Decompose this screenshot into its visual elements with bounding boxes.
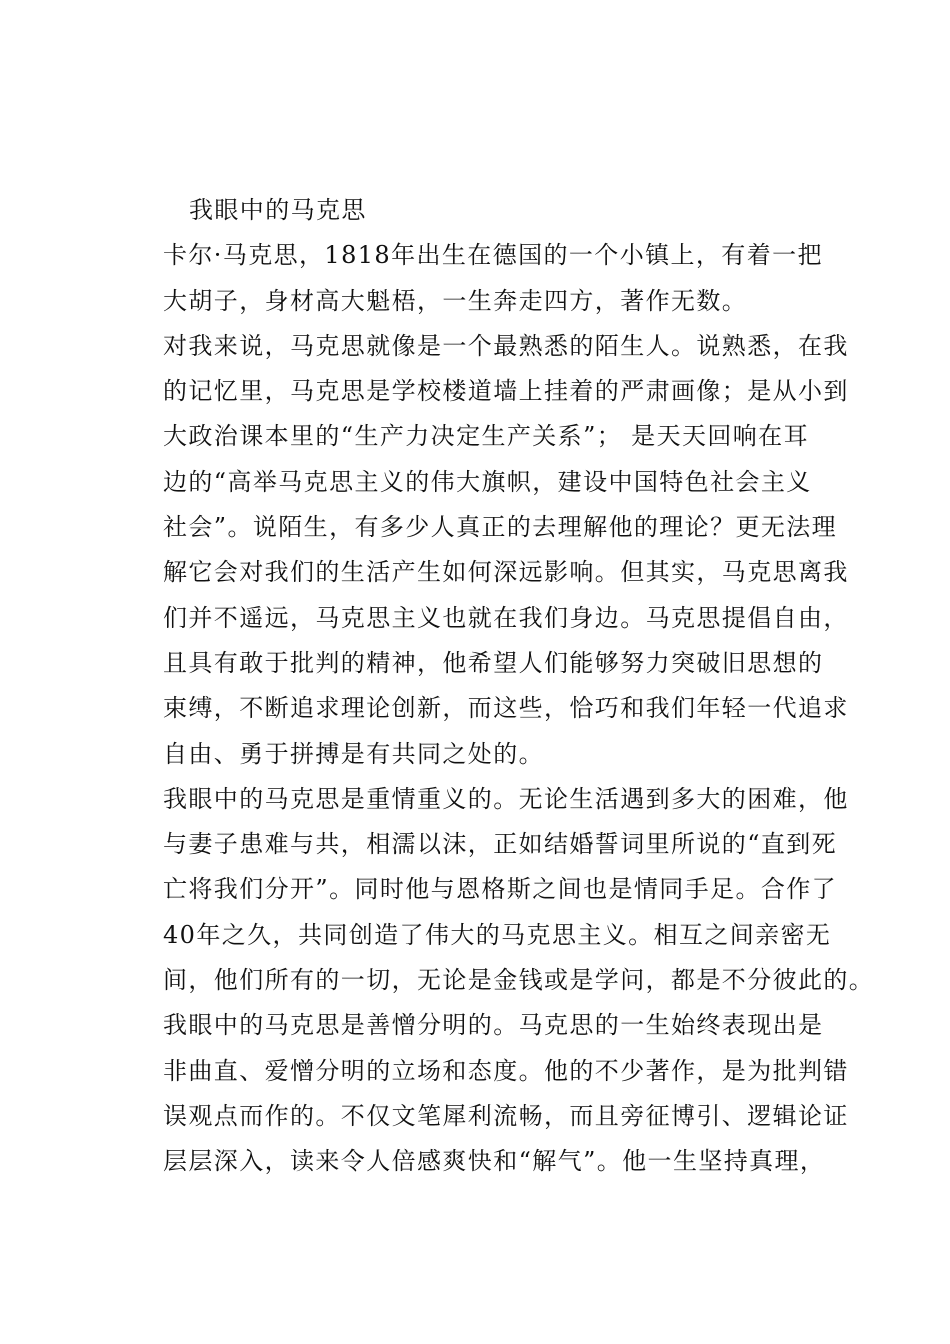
text-line: 解它会对我们的生活产生如何深远影响。但其实，马克思离我 bbox=[163, 558, 849, 587]
text-line: 40年之久，共同创造了伟大的马克思主义。相互之间亲密无 bbox=[163, 920, 832, 949]
text-line: 我眼中的马克思是重情重义的。无论生活遇到多大的困难，他 bbox=[163, 784, 849, 813]
paragraph-loyalty bbox=[163, 777, 875, 1003]
text-line: 大政治课本里的“生产力决定生产关系”； 是天天回响在耳 bbox=[163, 422, 809, 451]
text-line: 且具有敢于批判的精神，他希望人们能够努力突破旧思想的 bbox=[163, 648, 824, 677]
paragraph-intro bbox=[163, 233, 843, 324]
document-title: 我眼中的马克思 bbox=[189, 196, 367, 224]
text-line: 亡将我们分开”。同时他与恩格斯之间也是情同手足。合作了 bbox=[163, 875, 838, 904]
text-line: 社会”。说陌生，有多少人真正的去理解他的理论？更无法理 bbox=[163, 513, 838, 542]
text-line: 的记忆里，马克思是学校楼道墙上挂着的严肃画像；是从小到 bbox=[163, 377, 849, 406]
text-line: 非曲直、爱憎分明的立场和态度。他的不少著作，是为批判错 bbox=[163, 1056, 849, 1085]
text-line: 大胡子，身材高大魁梧，一生奔走四方，著作无数。 bbox=[163, 286, 748, 315]
text-line: 们并不遥远，马克思主义也就在我们身边。马克思提倡自由， bbox=[163, 603, 849, 632]
text-line: 与妻子患难与共，相濡以沫，正如结婚誓词里所说的“直到死 bbox=[163, 830, 838, 859]
text-line: 束缚，不断追求理论创新，而这些，恰巧和我们年轻一代追求 bbox=[163, 694, 849, 723]
text-line: 自由、勇于拼搏是有共同之处的。 bbox=[163, 739, 544, 768]
text-line: 层层深入，读来令人倍感爽快和“解气”。他一生坚持真理， bbox=[163, 1147, 826, 1176]
text-line: 对我来说，马克思就像是一个最熟悉的陌生人。说熟悉，在我 bbox=[163, 331, 849, 360]
text-line: 卡尔·马克思，1818年出生在德国的一个小镇上，有着一把 bbox=[163, 241, 823, 270]
document-body bbox=[163, 188, 875, 1185]
paragraph-familiar-stranger bbox=[163, 324, 849, 777]
paragraph-love-hate bbox=[163, 1003, 849, 1184]
text-line: 我眼中的马克思是善憎分明的。马克思的一生始终表现出是 bbox=[163, 1011, 824, 1040]
text-line: 误观点而作的。不仅文笔犀利流畅，而且旁征博引、逻辑论证 bbox=[163, 1101, 849, 1130]
text-line: 边的“高举马克思主义的伟大旗帜，建设中国特色社会主义 bbox=[163, 467, 812, 496]
text-line: 间，他们所有的一切，无论是金钱或是学问，都是不分彼此的。 bbox=[163, 966, 875, 995]
